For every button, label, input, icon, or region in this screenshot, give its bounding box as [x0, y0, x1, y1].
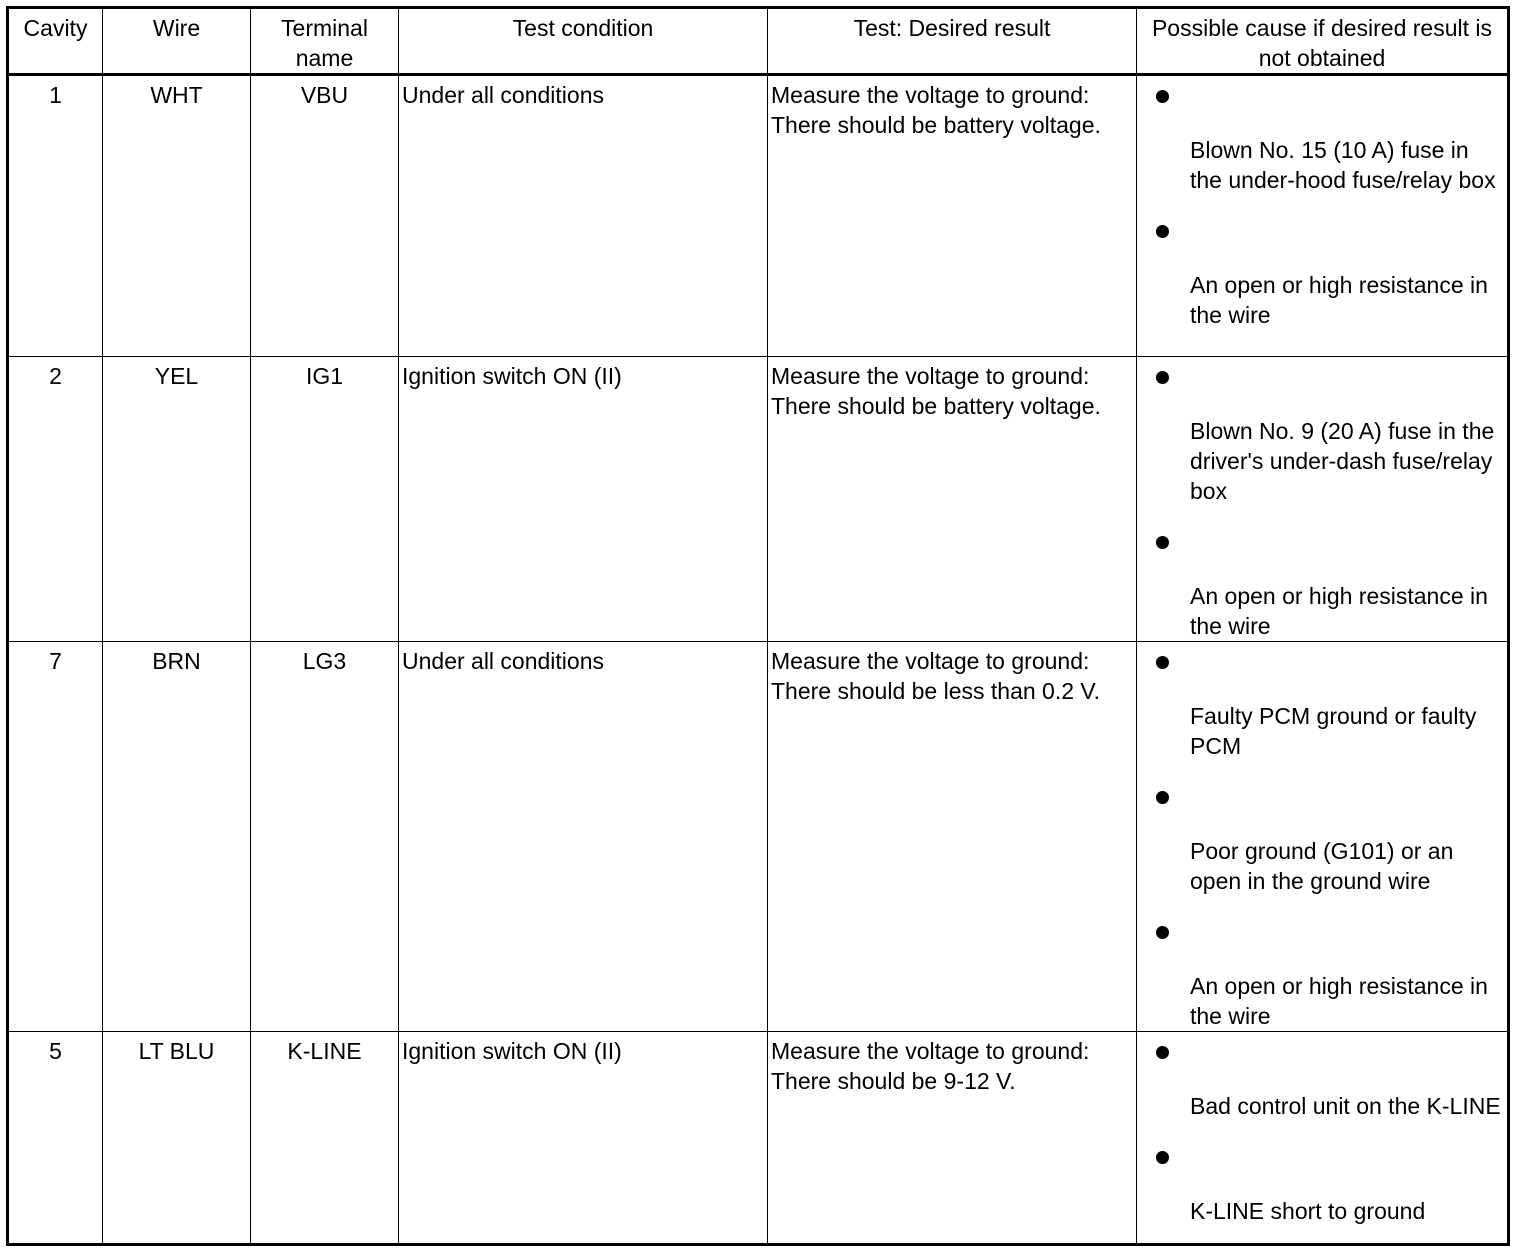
- cause-item: [1140, 646, 1504, 761]
- bullet-icon: [1140, 1141, 1504, 1171]
- bullet-icon: [1140, 361, 1504, 391]
- cell-condition: Under all conditions: [399, 642, 768, 1032]
- header-terminal-name: Terminal name: [251, 8, 399, 75]
- bullet-icon: [1140, 781, 1504, 811]
- cell-result: Measure the voltage to ground: There should be battery voltage.: [768, 75, 1137, 357]
- cell-causes: [1137, 1032, 1509, 1245]
- header-possible-cause: Possible cause if desired result is not obtained: [1137, 8, 1509, 75]
- cause-item: [1140, 1141, 1504, 1226]
- cell-terminal: IG1: [251, 357, 399, 642]
- cell-terminal: K-LINE: [251, 1032, 399, 1245]
- cause-item: [1140, 215, 1504, 330]
- cause-item: [1140, 526, 1504, 641]
- cell-condition: Under all conditions: [399, 75, 768, 357]
- cause-text: An open or high resistance in the wire: [1190, 272, 1488, 328]
- cause-item: [1140, 781, 1504, 896]
- cell-cavity: 1: [8, 75, 103, 357]
- cell-cavity: 7: [8, 642, 103, 1032]
- bullet-icon: [1140, 1036, 1504, 1066]
- terminal-test-table: [6, 6, 1510, 1246]
- cell-wire: YEL: [103, 357, 251, 642]
- cell-causes: [1137, 357, 1509, 642]
- cause-text: Bad control unit on the K-LINE: [1190, 1093, 1501, 1119]
- cause-item: [1140, 1036, 1504, 1121]
- bullet-icon: [1140, 526, 1504, 556]
- cause-text: Poor ground (G101) or an open in the ground wire: [1190, 838, 1454, 894]
- cause-text: Faulty PCM ground or faulty PCM: [1190, 703, 1477, 759]
- cell-causes: [1137, 75, 1509, 357]
- table-row: [8, 357, 1509, 642]
- cause-text: An open or high resistance in the wire: [1190, 973, 1488, 1029]
- cell-condition: Ignition switch ON (II): [399, 1032, 768, 1245]
- cell-condition: Ignition switch ON (II): [399, 357, 768, 642]
- header-cavity: Cavity: [8, 8, 103, 75]
- cause-item: [1140, 916, 1504, 1031]
- cause-text: Blown No. 15 (10 A) fuse in the under-hood fuse/relay box: [1190, 137, 1496, 193]
- header-row: [8, 8, 1509, 75]
- cause-item: [1140, 80, 1504, 195]
- bullet-icon: [1140, 646, 1504, 676]
- cell-result: Measure the voltage to ground: There should be battery voltage.: [768, 357, 1137, 642]
- cell-causes: [1137, 642, 1509, 1032]
- cell-cavity: 5: [8, 1032, 103, 1245]
- cell-cavity: 2: [8, 357, 103, 642]
- cell-wire: LT BLU: [103, 1032, 251, 1245]
- cell-wire: BRN: [103, 642, 251, 1032]
- bullet-icon: [1140, 916, 1504, 946]
- cell-result: Measure the voltage to ground: There should be less than 0.2 V.: [768, 642, 1137, 1032]
- table-row: [8, 642, 1509, 1032]
- cause-text: Blown No. 9 (20 A) fuse in the driver's under-dash fuse/relay box: [1190, 418, 1495, 504]
- bullet-icon: [1140, 80, 1504, 110]
- cell-result: Measure the voltage to ground: There should be 9-12 V.: [768, 1032, 1137, 1245]
- table-row: [8, 75, 1509, 357]
- cause-item: [1140, 361, 1504, 506]
- cell-terminal: LG3: [251, 642, 399, 1032]
- cause-text: An open or high resistance in the wire: [1190, 583, 1488, 639]
- cause-text: K-LINE short to ground: [1190, 1198, 1426, 1224]
- cell-terminal: VBU: [251, 75, 399, 357]
- table-row: [8, 1032, 1509, 1245]
- cell-wire: WHT: [103, 75, 251, 357]
- header-wire: Wire: [103, 8, 251, 75]
- header-test-condition: Test condition: [399, 8, 768, 75]
- bullet-icon: [1140, 215, 1504, 245]
- header-desired-result: Test: Desired result: [768, 8, 1137, 75]
